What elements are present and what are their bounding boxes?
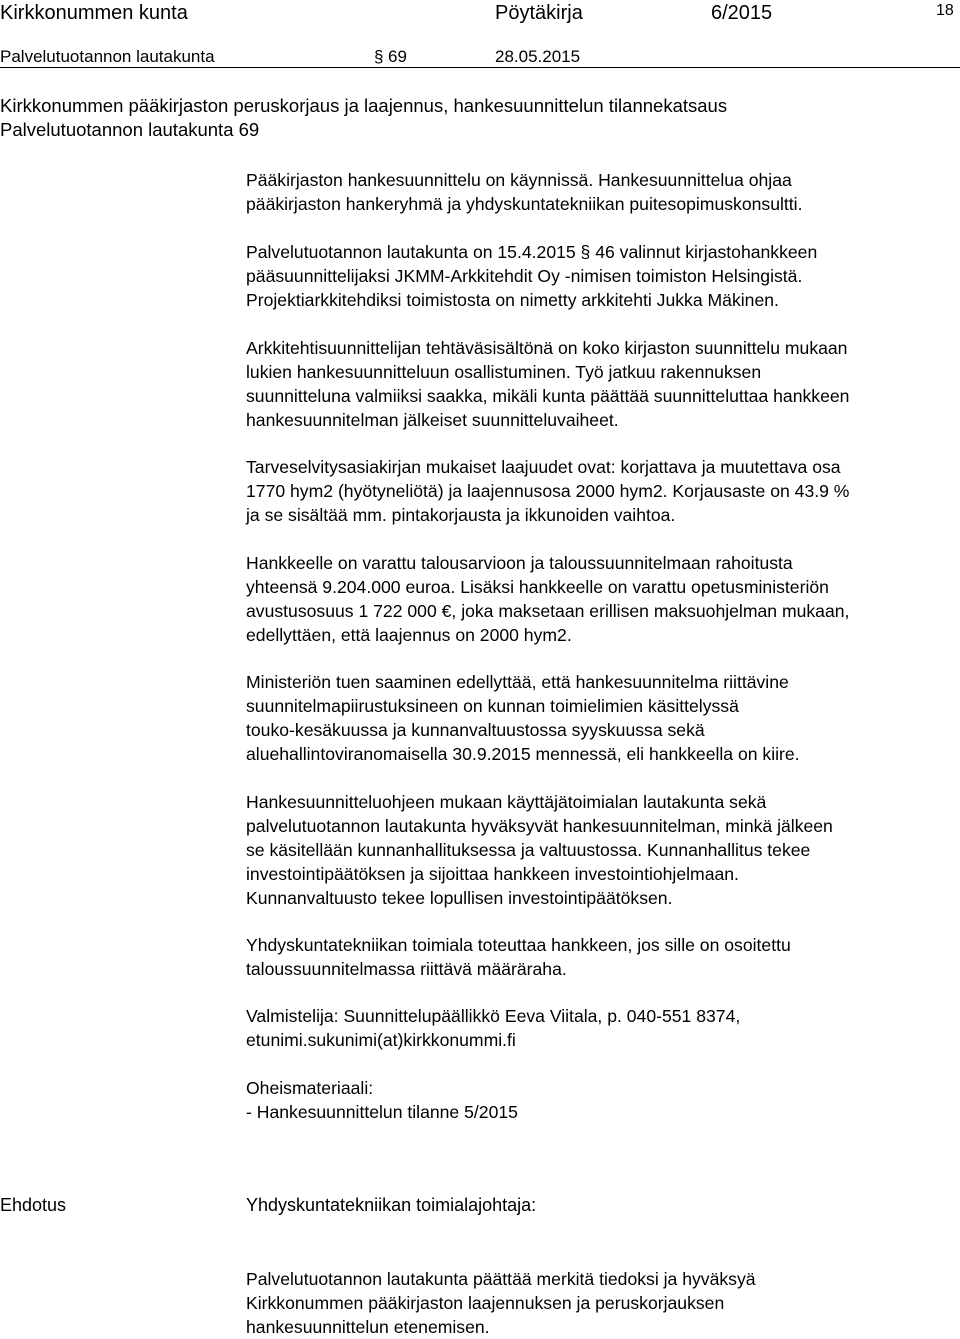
line: Yhdyskuntatekniikan toimiala toteuttaa hankkeen, jos sille on osoitettu [246, 935, 791, 955]
line: palvelutuotannon lautakunta hyväksyvät hankesuunnitelman, minkä jälkeen [246, 816, 833, 836]
line: Oheismateriaali: [246, 1078, 374, 1098]
paragraph-4 [246, 455, 960, 527]
line: edellyttäen, että laajennus on 2000 hym2. [246, 625, 572, 645]
page-number: 18 [936, 2, 954, 19]
line: suunnitelmapiirustuksineen on kunnan toimielimien käsittelyssä [246, 696, 739, 716]
attachments [246, 1076, 960, 1124]
document-number: 6/2015 [711, 2, 773, 24]
line: Kunnanvaltuusto tekee lopullisen investointipäätöksen. [246, 888, 673, 908]
paragraph-6 [246, 670, 960, 766]
line: Ministeriön tuen saaminen edellyttää, että hankesuunnitelma riittävine [246, 672, 789, 692]
line: etunimi.sukunimi(at)kirkkonummi.fi [246, 1030, 516, 1050]
line: investointipäätöksen ja sijoittaa hankkeen investointiohjelmaan. [246, 864, 739, 884]
proposal-author: Yhdyskuntatekniikan toimialajohtaja: [246, 1195, 537, 1215]
header-divider [0, 67, 960, 68]
document-type: Pöytäkirja [495, 2, 583, 24]
line: Projektiarkkitehdiksi toimistosta on nimetty arkkitehti Jukka Mäkinen. [246, 290, 779, 310]
line: avustusosuus 1 722 000 €, joka maksetaan erillisen maksuohjelman mukaan, [246, 601, 850, 621]
org-name: Kirkkonummen kunta [0, 2, 188, 24]
line: Hankesuunnitteluohjeen mukaan käyttäjätoimialan lautakunta sekä [246, 792, 767, 812]
line: touko-kesäkuussa ja kunnanvaltuustossa syyskuussa sekä [246, 720, 705, 740]
line: hankesuunnittelun etenemisen. [246, 1317, 490, 1337]
committee-name: Palvelutuotannon lautakunta [0, 47, 215, 66]
line: - Hankesuunnittelun tilanne 5/2015 [246, 1102, 518, 1122]
section-number: 69 [388, 47, 407, 66]
line: Palvelutuotannon lautakunta on 15.4.2015 § 46 valinnut kirjastohankkeen [246, 242, 818, 262]
line: hankesuunnitelman jälkeiset suunnitteluvaiheet. [246, 410, 619, 430]
paragraph-7 [246, 790, 960, 910]
proposal-label: Ehdotus [0, 1195, 67, 1215]
line: Pääkirjaston hankesuunnittelu on käynnissä. Hankesuunnittelua ohjaa [246, 170, 792, 190]
line: pääkirjaston hankeryhmä ja yhdyskuntatekniikan puitesopimuskonsultti. [246, 194, 803, 214]
section-symbol: § [374, 47, 384, 66]
line: Arkkitehtisuunnittelijan tehtäväsisältönä on koko kirjaston suunnittelu mukaan [246, 338, 848, 358]
line: lukien hankesuunnitteluun osallistuminen. Työ jatkuu rakennuksen [246, 362, 762, 382]
meeting-date: 28.05.2015 [495, 47, 581, 66]
line: Tarveselvitysasiakirjan mukaiset laajuudet ovat: korjattava ja muutettava osa [246, 457, 841, 477]
paragraph-8 [246, 933, 960, 981]
line: Valmistelija: Suunnittelupäällikkö Eeva Viitala, p. 040-551 8374, [246, 1006, 741, 1026]
line: Kirkkonummen pääkirjaston laajennuksen ja peruskorjauksen [246, 1293, 725, 1313]
paragraph-3 [246, 336, 960, 432]
line: yhteensä 9.204.000 euroa. Lisäksi hankkeelle on varattu opetusministeriön [246, 577, 829, 597]
paragraph-2 [246, 240, 960, 312]
line: aluehallintoviranomaisella 30.9.2015 mennessä, eli hankkeella on kiire. [246, 744, 800, 764]
line: ja se sisältää mm. pintakorjausta ja ikkunoiden vaihtoa. [246, 505, 676, 525]
line: pääsuunnittelijaksi JKMM-Arkkitehdit Oy -nimisen toimiston Helsingistä. [246, 266, 803, 286]
paragraph-5 [246, 551, 960, 647]
preparer-info [246, 1004, 960, 1052]
line: suunnitteluna valmiiksi saakka, mikäli kunta päättää suunnitteluttaa hankkeen [246, 386, 850, 406]
agenda-subtitle: Palvelutuotannon lautakunta 69 [0, 119, 260, 140]
agenda-title: Kirkkonummen pääkirjaston peruskorjaus ja laajennus, hankesuunnittelun tilannekatsaus [0, 95, 728, 116]
line: se käsitellään kunnanhallituksessa ja valtuustossa. Kunnanhallitus tekee [246, 840, 811, 860]
line: 1770 hym2 (hyötyneliötä) ja laajennusosa 2000 hym2. Korjausaste on 43.9 % [246, 481, 850, 501]
line: taloussuunnitelmassa riittävä määräraha. [246, 959, 567, 979]
paragraph-1 [246, 168, 960, 216]
proposal-text [246, 1267, 960, 1339]
line: Hankkeelle on varattu talousarvioon ja taloussuunnitelmaan rahoitusta [246, 553, 793, 573]
line: Palvelutuotannon lautakunta päättää merkitä tiedoksi ja hyväksyä [246, 1269, 756, 1289]
